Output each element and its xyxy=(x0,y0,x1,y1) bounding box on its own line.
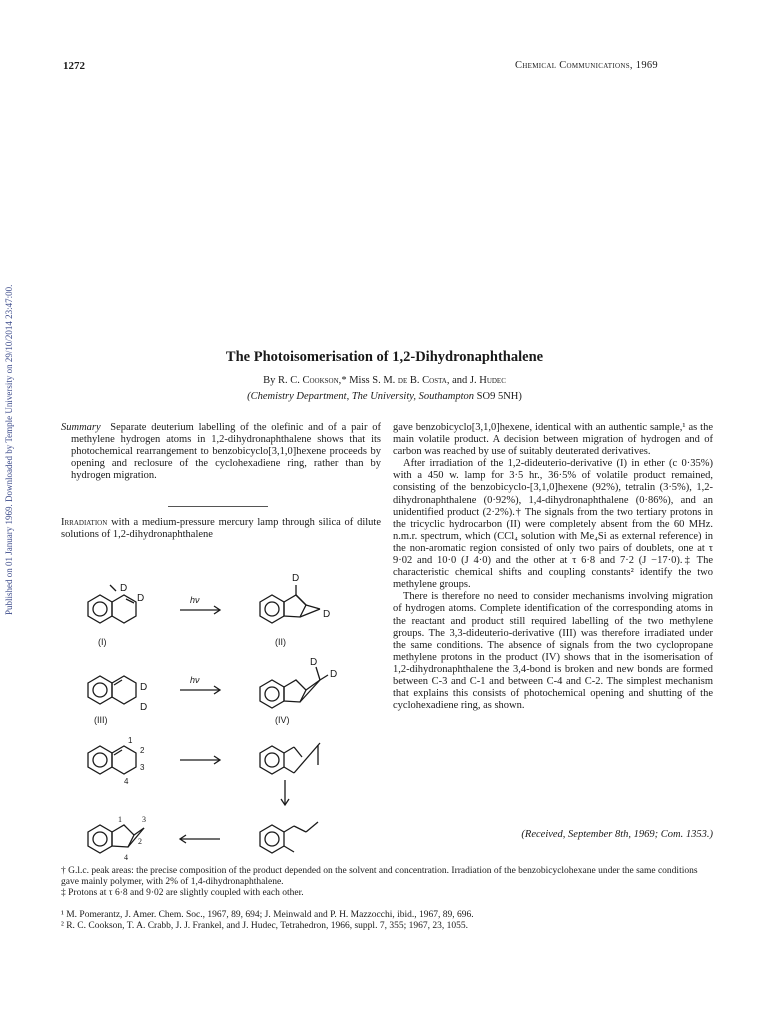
article-title: The Photoisomerisation of 1,2-Dihydronaphthalene xyxy=(225,349,544,365)
label-D-8: D xyxy=(330,669,338,680)
footnote-dagger: † G.l.c. peak areas: the precise composition of the product depended on the solvent and concentration. Irradiation of the benzobicyclohexane under the same conditions gave mainly polymer, with 2% of 1,4-dihydronaphthalene. xyxy=(61,866,698,887)
right-paragraph-1: gave benzobicyclo[3,1,0]hexene, identical with an authentic sample,¹ as the main volatile product. A decision between migration of hydrogen and of carbon was reached by use of suitably deuterated derivatives. xyxy=(393,422,713,458)
affiliation-postcode: SO9 5NH) xyxy=(474,391,522,402)
hv-label-2: hν xyxy=(190,675,200,685)
right-paragraph-2: After irradiation of the 1,2-dideuterio-derivative (I) in ether (c 0·35%) with a 450 w. lamp for 3·5 hr., 36·5% of volatile product remained, consisting of the benzobicyclo-[3,1,0]hexene (92%), tetralin (3·5%), 1,2-dihydronaphthalene (0·92%), 1,4-dihydronaphthalene (0·86%), and an unidentified product (2·2%).† The signals from the two tertiary protons in the tricyclic hydrocarbon (II) were completely absent from the 60 MHz. n.m.r. spectrum, which (CCl₄ solution with Me₄Si as external reference) in the non-aromatic region consisted of only two pairs of doublets, one at τ 9·02 and 10·0 (J 4·0) and the other at τ 6·8 and 7·2 (J −17·0).‡ The characteristic chemical shifts and coupling constants² identify the two methylene groups. xyxy=(393,458,713,591)
received-date: (Received, September 8th, 1969; Com. 1353.) xyxy=(521,829,713,840)
compound-III-structure xyxy=(88,676,147,725)
author-costa: de B. Costa, xyxy=(397,375,450,386)
product-atom-4: 4 xyxy=(124,853,128,860)
arrow-1 xyxy=(180,595,220,614)
affiliation-text: (Chemistry Department, The University, Southampton xyxy=(247,391,475,402)
compound-I-structure xyxy=(88,583,144,647)
section-divider xyxy=(168,506,268,507)
product-atom-2: 2 xyxy=(138,837,142,846)
label-D-7: D xyxy=(310,657,318,668)
reaction-scheme-bottom xyxy=(80,810,380,860)
irradiation-lead: Irradiation xyxy=(61,517,108,528)
label-D-2: D xyxy=(137,593,145,604)
authors-prefix: By R. C. xyxy=(263,375,303,386)
arrow-5 xyxy=(180,835,220,843)
atom-2: 2 xyxy=(140,746,145,755)
author-cookson: Cookson, xyxy=(302,375,342,386)
journal-running-head: Chemical Communications, 1969 xyxy=(515,60,658,71)
author-line xyxy=(0,375,769,386)
arrow-2 xyxy=(180,675,220,694)
right-column xyxy=(393,422,713,712)
right-paragraph-3: There is therefore no need to consider mechanisms involving migration of hydrogen atoms. Complete identification of the corresponding atoms in the reactant and product still required labelling of the two methylene groups. The 3,3-dideuterio-derivative (III) was therefore irradiated under the same conditions. The absence of signals from the two cyclopropane methylene protons in the product (IV) shows that in the isomerisation of 1,2-dihydronaphthalene the 3,4-bond is broken and new bonds are formed between C-3 and C-1 and between C-4 and C-2. The simplest mechanism that explains this consists of photochemical opening and shutting of the cyclohexadiene ring, as shown. xyxy=(393,591,713,712)
label-D-1: D xyxy=(120,583,128,594)
footnote-double-dagger: ‡ Protons at τ 6·8 and 9·02 are slightly coupled with each other. xyxy=(61,888,304,898)
numbered-product xyxy=(88,815,146,860)
page-number: 1272 xyxy=(63,60,85,72)
summary-text: Separate deuterium labelling of the olefinic and of a pair of methylene hydrogen atoms in 1,2-dihydronaphthalene shows that its photochemical rearrangement to benzobicyclo[3,1,0]hexene proceeds by opening and reclosure of the cyclohexadiene ring, rather than by hydrogen migration. xyxy=(71,422,381,482)
reference-1: ¹ M. Pomerantz, J. Amer. Chem. Soc., 1967, 89, 694; J. Meinwald and P. H. Mazzocchi, ibid., 1967, 89, 696. xyxy=(61,910,474,920)
label-compound-II: (II) xyxy=(275,637,286,647)
label-D-5: D xyxy=(140,682,148,693)
references xyxy=(61,910,716,932)
atom-1: 1 xyxy=(128,736,133,745)
label-compound-III: (III) xyxy=(94,715,108,725)
summary-label: Summary xyxy=(61,422,101,433)
affiliation xyxy=(0,391,769,402)
label-D-3: D xyxy=(292,573,300,584)
product-atom-1: 1 xyxy=(118,815,122,824)
label-compound-IV: (IV) xyxy=(275,715,290,725)
irradiation-paragraph xyxy=(61,517,381,541)
authors-and: and J. xyxy=(449,375,480,386)
hv-label-1: hν xyxy=(190,595,200,605)
label-D-4: D xyxy=(323,609,331,620)
product-atom-3: 3 xyxy=(142,815,146,824)
download-notice[interactable]: Published on 01 January 1969. Downloaded by Temple University on 29/10/2014 23:47:00. xyxy=(4,284,14,615)
label-compound-I: (I) xyxy=(98,637,107,647)
atom-4: 4 xyxy=(124,777,129,786)
compound-IV-structure xyxy=(260,657,337,725)
footnotes xyxy=(61,866,716,899)
open-chain-intermediate xyxy=(260,743,320,774)
atom-3: 3 xyxy=(140,763,145,772)
left-column xyxy=(61,422,381,482)
summary-paragraph xyxy=(61,422,381,482)
authors-mid: * Miss S. M. xyxy=(341,375,398,386)
label-D-6: D xyxy=(140,702,148,713)
arrow-3 xyxy=(180,756,220,764)
compound-II-structure xyxy=(260,573,330,647)
reference-2: ² R. C. Cookson, T. A. Crabb, J. J. Frankel, and J. Hudec, Tetrahedron, 1966, suppl. 7, 355; 1967, 23, 1055. xyxy=(61,921,468,931)
author-hudec: Hudec xyxy=(479,375,506,386)
arrow-4 xyxy=(281,780,289,805)
numbered-reactant xyxy=(88,736,145,786)
irradiation-text: with a medium-pressure mercury lamp through silica of dilute solutions of 1,2-dihydronaphthalene xyxy=(61,517,381,541)
reaction-scheme xyxy=(80,565,380,825)
triene-intermediate xyxy=(260,822,318,853)
